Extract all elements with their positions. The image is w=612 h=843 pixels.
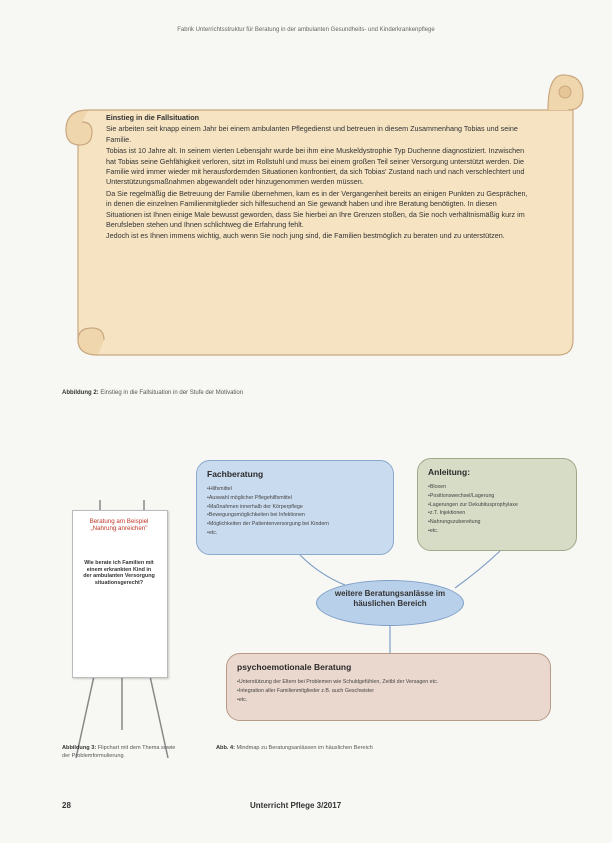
- psychoemotional-box: [226, 653, 551, 721]
- fachberatung-box: [196, 460, 394, 555]
- caption-text: Mindmap zu Beratungsanlässen im häuslichen Bereich: [236, 745, 373, 751]
- list-item: •Auswahl möglicher Pflegehilfsmittel: [207, 494, 292, 501]
- list-item: •Unterstützung der Eltern bei Problemen wie Schuldgefühlen, Zeitbl der Versagen etc.: [237, 679, 439, 685]
- list-item: •Nahrungszubereitung: [428, 519, 481, 526]
- case-paragraph: Jedoch ist es Ihnen immens wichtig, auch wenn Sie noch jung sind, die Familien bestmöglich zu beraten und zu unterstützen.: [106, 231, 505, 241]
- caption-label: Abbildung 2:: [62, 390, 99, 396]
- page-number: 28: [62, 801, 71, 810]
- caption-text: Einstieg in die Fallsituation in der Stufe der Motivation: [100, 390, 244, 396]
- caption-label: Abb. 4:: [216, 745, 235, 751]
- journal-title: Unterricht Pflege 3/2017: [250, 801, 342, 810]
- psychoemotional-list: [237, 678, 550, 704]
- fachberatung-list: [207, 485, 393, 538]
- anleitung-box: [417, 458, 577, 551]
- list-item: •Bewegungsmöglichkeiten bei Infektionen: [207, 512, 305, 519]
- running-header: Fabrik Unterrichtsstruktur für Beratung in der ambulanten Gesundheits- und Kinderkrankenpflege: [177, 27, 435, 33]
- list-item: •Möglichkeiten der Patientenversorgung bei Kindern: [207, 521, 329, 528]
- list-item: •Positionswechsel/Lagerung: [428, 492, 495, 499]
- flipchart-question: Wie berate ich Familien mit einem erkrankten Kind in der ambulanten Versorgung situationsgerecht?: [83, 560, 155, 586]
- flipchart-paper: [72, 510, 168, 678]
- anleitung-list: [428, 483, 576, 536]
- list-item: •z.T. Injektionen: [428, 510, 466, 517]
- fachberatung-title: Fachberatung: [207, 469, 264, 479]
- case-paragraph: Sie arbeiten seit knapp einem Jahr bei einem ambulanten Pflegedienst und betreuen in diesem Zusammenhang Tobias und seine Familie.: [106, 124, 518, 144]
- list-item: •Hilfsmittel: [207, 486, 232, 492]
- list-item: •Integration aller Familienmitglieder z.B. auch Geschwister: [237, 687, 374, 694]
- case-paragraph: Da Sie regelmäßig die Betreuung der Familie übernehmen, kam es in der Vergangenheit bereits an einigen Punkten zu Gesprächen, in denen die einzelnen Familienmitglieder sich hilfesuchend an Sie gewandt haben und ihre Beratung benötigten. In diesen Situationen ist Ihnen einige Male bewusst geworden, dass Sie hierbei an Ihre Grenzen stoßen, da Sie noch verhältnismäßig kurz im Berufsleben stehen und Ihnen schlichtweg die Erfahrung fehlt.: [106, 188, 528, 230]
- caption-text: Flipchart mit dem Thema sowie der Problemformulierung: [62, 745, 176, 759]
- case-paragraph: Tobias ist 10 Jahre alt. In seinem vierten Lebensjahr wurde bei ihm eine Muskeldystrophie Typ Duchenne diagnostiziert. Inzwischen hat Tobias seine Gehfähigkeit verloren, sitzt im Rollstuhl und muss bei einem großen Teil seiner Versorgung unterstützt werden. Die Familie wird immer wieder mit herausfordernden Situationen konfrontiert, da sich Tobias' Zustand nach und nach verschlechtert und Unterstützungsmaßnahmen abgewandelt oder hinzugenommen werden müssen.: [106, 146, 525, 187]
- anleitung-title: Anleitung:: [428, 467, 471, 477]
- figure-caption-4: [216, 745, 373, 751]
- center-topic-ellipse: weitere Beratungsanlässe im häuslichen Bereich: [316, 580, 464, 626]
- flipchart-title: Beratung am Beispiel „Nahrung anreichen": [89, 518, 149, 533]
- flipchart: [64, 500, 174, 765]
- list-item: •Bloxen: [428, 484, 447, 490]
- list-item: •etc.: [237, 696, 248, 703]
- list-item: •Lagerungen zur Dekubitusprophylaxe: [428, 501, 518, 508]
- list-item: •etc.: [207, 529, 218, 536]
- case-title: Einstieg in die Fallsituation: [106, 113, 200, 122]
- figure-caption-3: [62, 745, 180, 760]
- list-item: •Maßnahmen innerhalb der Körperpflege: [207, 503, 303, 510]
- list-item: •etc.: [428, 527, 439, 534]
- caption-label: Abbildung 3:: [62, 745, 97, 751]
- psychoemotional-title: psychoemotionale Beratung: [237, 662, 352, 672]
